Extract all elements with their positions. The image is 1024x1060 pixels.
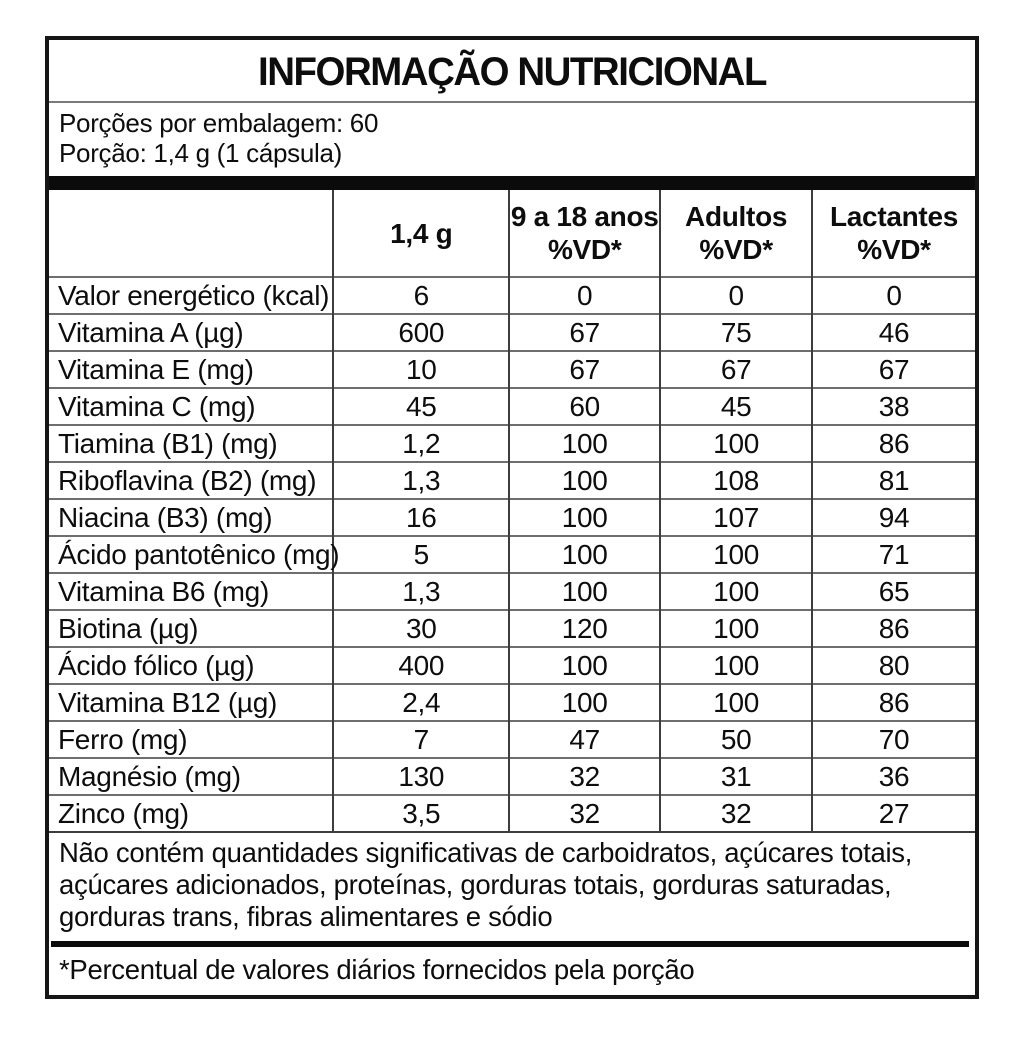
title-section	[49, 40, 975, 103]
value-cell: 47	[509, 721, 660, 758]
value-cell: 46	[812, 314, 975, 351]
nutrient-label: Vitamina C (mg)	[58, 390, 256, 422]
table-row	[49, 758, 975, 795]
header-lactantes	[812, 190, 975, 277]
value-cell: 1,3	[333, 573, 509, 610]
value-cell: 94	[812, 499, 975, 536]
value-cell: 1,2	[333, 425, 509, 462]
header-line: %VD*	[857, 234, 931, 265]
value-cell: 31	[660, 758, 812, 795]
table-row	[49, 647, 975, 684]
table-row	[49, 536, 975, 573]
value-cell: 70	[812, 721, 975, 758]
nutrient-label: Magnésio (mg)	[58, 760, 241, 792]
page-title: INFORMAÇÃO NUTRICIONAL	[257, 50, 766, 94]
value-cell: 120	[509, 610, 660, 647]
value-cell: 81	[812, 462, 975, 499]
nutrient-label: Niacina (B3) (mg)	[58, 501, 273, 533]
value-cell: 45	[333, 388, 509, 425]
value-cell: 80	[812, 647, 975, 684]
nutrient-label: Vitamina B6 (mg)	[58, 575, 269, 607]
value-cell: 86	[812, 610, 975, 647]
table-row	[49, 351, 975, 388]
table-row	[49, 314, 975, 351]
value-cell: 16	[333, 499, 509, 536]
divider-bar-top	[49, 176, 975, 190]
table-body	[49, 277, 975, 831]
value-cell: 0	[812, 277, 975, 314]
value-cell: 100	[660, 610, 812, 647]
value-cell: 6	[333, 277, 509, 314]
table-row	[49, 499, 975, 536]
nutrient-label: Zinco (mg)	[58, 797, 189, 829]
nutrient-label: Tiamina (B1) (mg)	[58, 427, 278, 459]
value-cell: 30	[333, 610, 509, 647]
value-cell: 86	[812, 684, 975, 721]
nutrition-table	[49, 190, 975, 831]
nutrient-label: Biotina (µg)	[58, 612, 199, 644]
nutrient-label: Vitamina A (µg)	[58, 316, 244, 348]
table-row	[49, 277, 975, 314]
value-cell: 32	[509, 758, 660, 795]
value-cell: 400	[333, 647, 509, 684]
header-line: %VD*	[547, 234, 622, 265]
table-row	[49, 795, 975, 831]
header-line: 9 a 18 anos	[510, 201, 659, 232]
value-cell: 86	[812, 425, 975, 462]
insignificant-amounts-note: Não contém quantidades significativas de carboidratos, açúcares totais, açúcares adicionados, proteínas, gorduras totais, gorduras saturadas, gorduras trans, fibras alimentares e sódio	[49, 831, 975, 941]
value-cell: 67	[812, 351, 975, 388]
nutrient-label: Ferro (mg)	[58, 723, 188, 755]
daily-value-note: *Percentual de valores diários fornecidos pela porção	[59, 954, 695, 985]
value-cell: 100	[509, 462, 660, 499]
value-cell: 67	[660, 351, 812, 388]
value-cell: 0	[509, 277, 660, 314]
nutrient-label: Vitamina E (mg)	[58, 353, 254, 385]
value-cell: 107	[660, 499, 812, 536]
header-quantity	[333, 190, 509, 277]
table-row	[49, 610, 975, 647]
header-row	[49, 190, 975, 277]
value-cell: 0	[660, 277, 812, 314]
header-line: 1,4 g	[390, 217, 453, 249]
value-cell: 100	[660, 647, 812, 684]
header-line: Adultos	[685, 201, 788, 232]
portion-size-text: Porção: 1,4 g (1 cápsula)	[59, 138, 342, 168]
value-cell: 32	[509, 795, 660, 831]
value-cell: 3,5	[333, 795, 509, 831]
value-cell: 100	[509, 573, 660, 610]
value-cell: 67	[509, 314, 660, 351]
value-cell: 130	[333, 758, 509, 795]
table-row	[49, 462, 975, 499]
nutrient-label: Ácido fólico (µg)	[58, 649, 255, 681]
value-cell: 100	[509, 684, 660, 721]
table-row	[49, 425, 975, 462]
value-cell: 108	[660, 462, 812, 499]
nutrition-label	[45, 36, 979, 999]
header-adultos	[660, 190, 812, 277]
header-line: Lactantes	[829, 201, 959, 232]
table-row	[49, 388, 975, 425]
table-row	[49, 573, 975, 610]
value-cell: 67	[509, 351, 660, 388]
value-cell: 600	[333, 314, 509, 351]
value-cell: 100	[660, 425, 812, 462]
nutrient-label: Vitamina B12 (µg)	[58, 686, 278, 718]
value-cell: 100	[660, 536, 812, 573]
value-cell: 38	[812, 388, 975, 425]
value-cell: 2,4	[333, 684, 509, 721]
value-cell: 45	[660, 388, 812, 425]
value-cell: 100	[509, 536, 660, 573]
value-cell: 60	[509, 388, 660, 425]
value-cell: 7	[333, 721, 509, 758]
value-cell: 65	[812, 573, 975, 610]
serving-section	[49, 103, 975, 176]
value-cell: 10	[333, 351, 509, 388]
value-cell: 100	[509, 647, 660, 684]
value-cell: 100	[660, 573, 812, 610]
value-cell: 100	[660, 684, 812, 721]
nutrient-label: Riboflavina (B2) (mg)	[58, 464, 317, 496]
value-cell: 75	[660, 314, 812, 351]
value-cell: 100	[509, 499, 660, 536]
value-cell: 32	[660, 795, 812, 831]
value-cell: 27	[812, 795, 975, 831]
value-cell: 71	[812, 536, 975, 573]
table-row	[49, 721, 975, 758]
table-header	[49, 190, 975, 277]
header-line: %VD*	[699, 234, 773, 265]
header-9-18-anos	[509, 190, 660, 277]
value-cell: 50	[660, 721, 812, 758]
value-cell: 1,3	[333, 462, 509, 499]
header-nutrient	[49, 190, 333, 277]
value-cell: 36	[812, 758, 975, 795]
servings-per-package-text: Porções por embalagem: 60	[59, 108, 379, 138]
value-cell: 5	[333, 536, 509, 573]
nutrient-label: Valor energético (kcal)	[58, 279, 330, 311]
nutrient-label: Ácido pantotênico (mg)	[58, 538, 340, 570]
value-cell: 100	[509, 425, 660, 462]
table-row	[49, 684, 975, 721]
